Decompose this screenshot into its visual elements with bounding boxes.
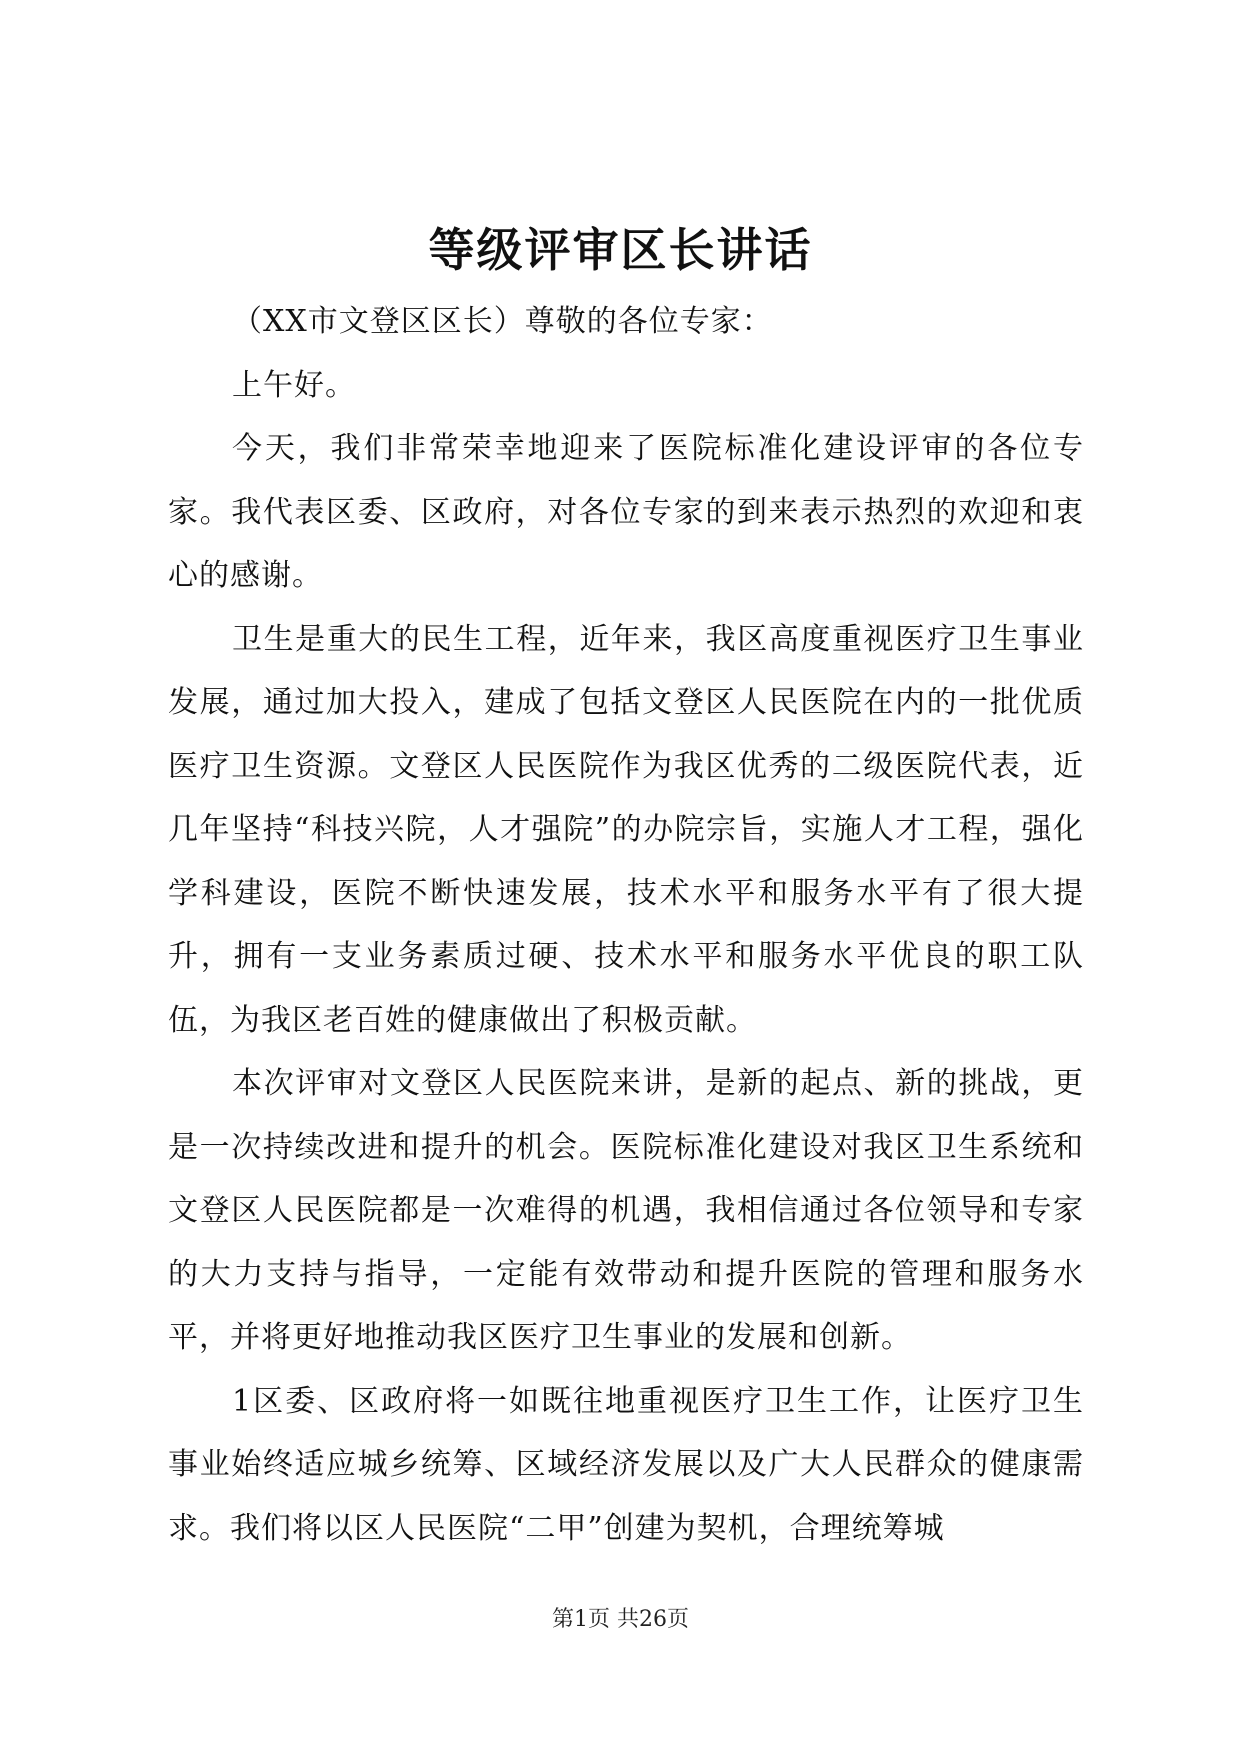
paragraph-salutation: （XX市文登区区长）尊敬的各位专家：	[232, 304, 773, 339]
document-body	[168, 290, 1084, 1560]
paragraph-health-development: 卫生是重大的民生工程，近年来，我区高度重视医疗卫生事业发展，通过加大投入，建成了包括文登区人民医院在内的一批优质医疗卫生资源。文登区人民医院作为我区优秀的二级医院代表，近几年坚持“科技兴院，人才强院”的办院宗旨，实施人才工程，强化学科建设，医院不断快速发展，技术水平和服务水平有了很大提升，拥有一支业务素质过硬、技术水平和服务水平优良的职工队伍，为我区老百姓的健康做出了积极贡献。	[168, 621, 1084, 1038]
paragraph-commitment: 1区委、区政府将一如既往地重视医疗卫生工作，让医疗卫生事业始终适应城乡统筹、区域经济发展以及广大人民群众的健康需求。我们将以区人民医院“二甲”创建为契机，合理统筹城	[168, 1383, 1084, 1546]
paragraph-review-opportunity: 本次评审对文登区人民医院来讲，是新的起点、新的挑战，更是一次持续改进和提升的机会。医院标准化建设对我区卫生系统和文登区人民医院都是一次难得的机遇，我相信通过各位领导和专家的大力支持与指导，一定能有效带动和提升医院的管理和服务水平，并将更好地推动我区医疗卫生事业的发展和创新。	[168, 1066, 1084, 1355]
paragraph-greeting: 上午好。	[232, 367, 356, 403]
paragraph-welcome: 今天，我们非常荣幸地迎来了医院标准化建设评审的各位专家。我代表区委、区政府，对各位专家的到来表示热烈的欢迎和衷心的感谢。	[168, 431, 1084, 593]
page-number-footer: 第1页 共26页	[552, 1607, 689, 1632]
document-title: 等级评审区长讲话	[428, 223, 813, 277]
